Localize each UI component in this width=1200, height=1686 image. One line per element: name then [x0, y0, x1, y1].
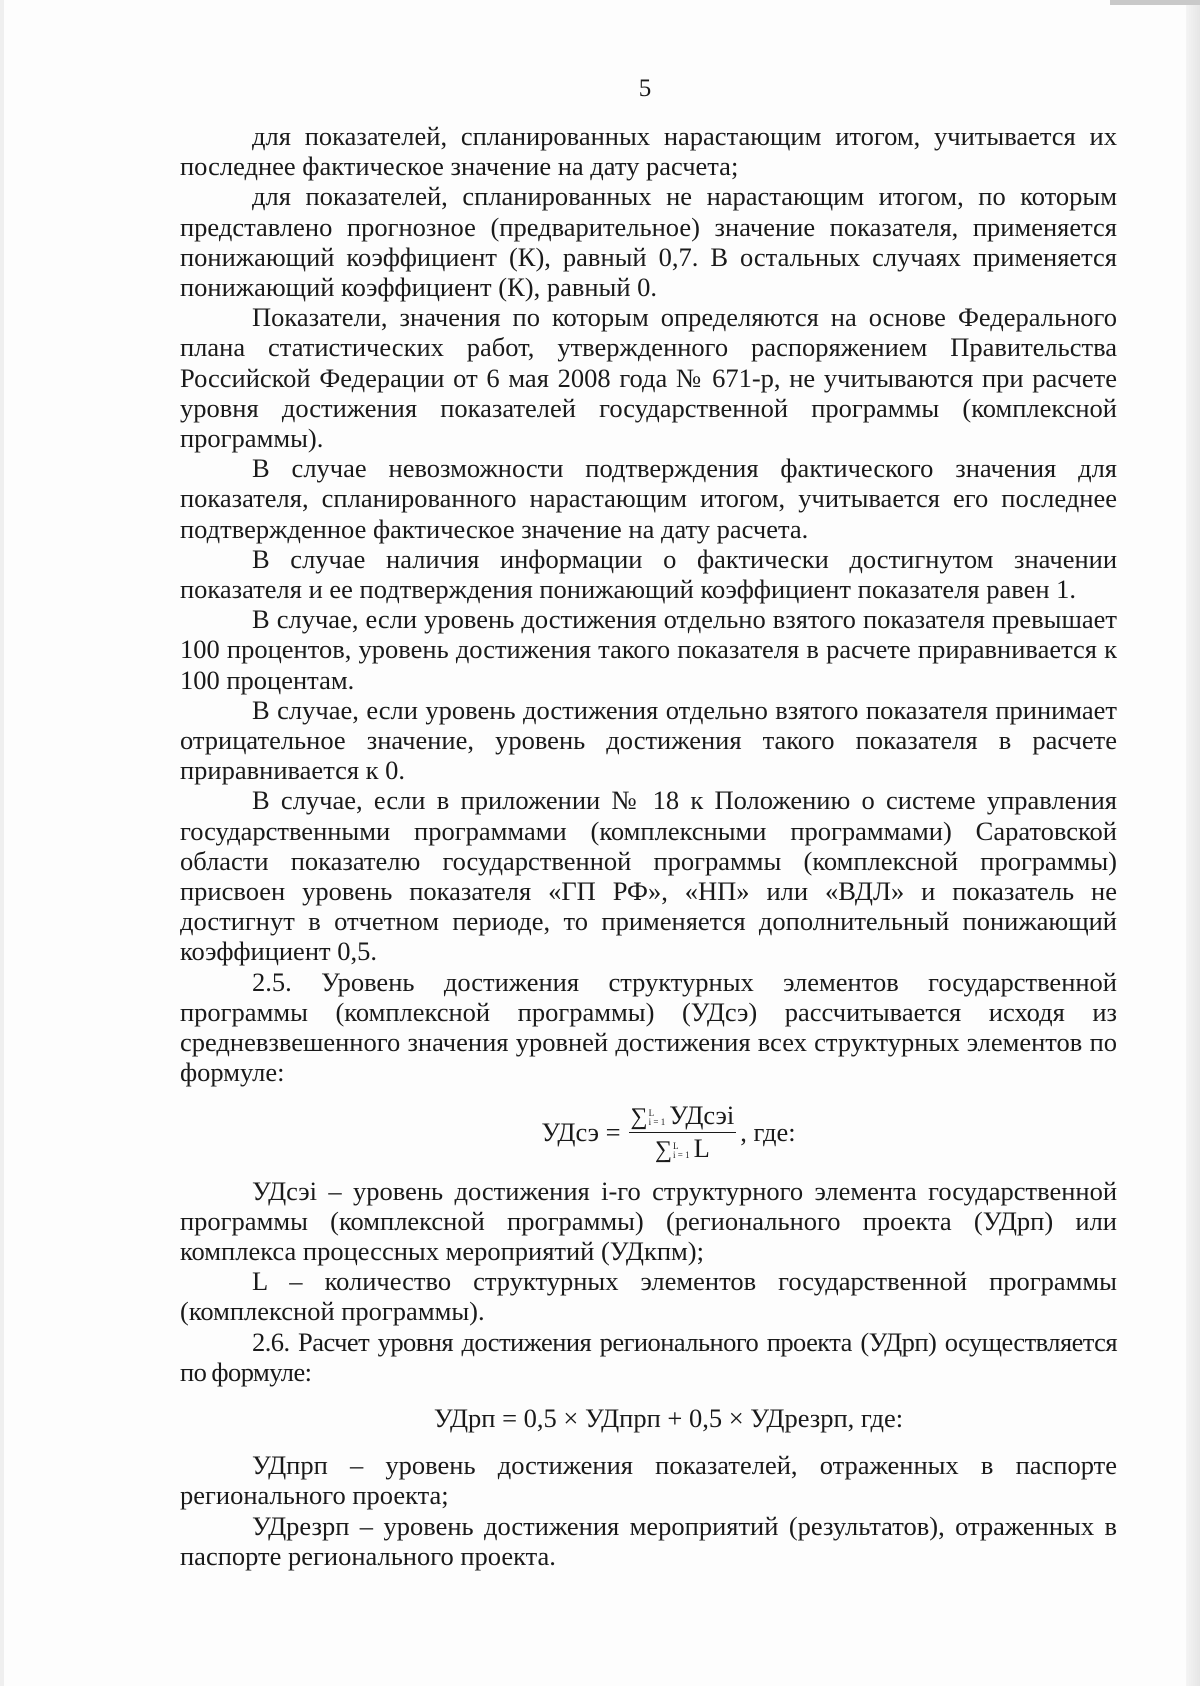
paragraph-udsei-definition: УДсэi – уровень достижения i-го структурного элемента государственной программы (комплексной программы) (регионального проекта (УДрп) или комплекса процессных мероприятий (УДкпм); — [180, 1175, 1117, 1266]
paragraph-l-definition: L – количество структурных элементов государственной программы (комплексной программы). — [180, 1266, 1117, 1327]
sum-limits-numerator — [649, 1109, 666, 1127]
numerator-term: УДсэi — [669, 1100, 735, 1130]
sum-lower-limit: i = 1 — [648, 1116, 666, 1127]
denominator-term: L — [693, 1133, 710, 1163]
formula-udse — [180, 1100, 1117, 1166]
paragraph-exceeds-100: В случае, если уровень достижения отдельно взятого показателя превышает 100 процентов, уровень достижения такого показателя в расчете приравнивается к 100 процентам. — [180, 604, 1117, 695]
formula-numerator — [629, 1101, 737, 1133]
formula-denominator — [653, 1133, 712, 1164]
paragraph-federal-statistics-plan: Показатели, значения по которым определяются на основе Федерального плана статистических работ, утвержденного распоряжением Правительства Российской Федерации от 6 мая 2008 года № 671-р, не учитываются при расчете уровня достижения показателей государственной программы (комплексной программы). — [180, 302, 1117, 454]
page-number: 5 — [638, 75, 652, 102]
scan-right-edge — [1186, 0, 1200, 1686]
scan-top-right-mark — [1110, 0, 1200, 5]
paragraph-udrezrp-definition: УДрезрп – уровень достижения мероприятий (результатов), отраженных в паспорте регионального проекта. — [180, 1510, 1117, 1571]
document-body — [180, 121, 1117, 1571]
scan-left-edge — [0, 0, 4, 1686]
sum-upper-limit: L — [648, 1107, 655, 1118]
sum-symbol-denominator: ∑ — [654, 1137, 673, 1163]
sum-lower-limit: i = 1 — [673, 1149, 690, 1160]
paragraph-udprp-definition: УДпрп – уровень достижения показателей, отраженных в паспорте регионального проекта; — [180, 1450, 1117, 1511]
paragraph-additional-coefficient: В случае, если в приложении № 18 к Положению о системе управления государственными программами (комплексными программами) Саратовской области показателю государственной программы (комплексной программы) присвоен уровень показателя «ГП РФ», «НП» или «ВДЛ» и показатель не достигнут в отчетном периоде, то применяется дополнительный понижающий коэффициент 0,5. — [180, 785, 1117, 967]
paragraph-unconfirmed-value: В случае невозможности подтверждения фактического значения для показателя, спланированного нарастающим итогом, учитывается его последнее подтвержденное фактическое значение на дату расчета. — [180, 453, 1117, 544]
paragraph-non-cumulative-indicators: для показателей, спланированных не нарастающим итогом, по которым представлено прогнозное (предварительное) значение показателя, применяется понижающий коэффициент (К), равный 0,7. В остальных случаях применяется понижающий коэффициент (К), равный 0. — [180, 181, 1117, 303]
formula-suffix: , где: — [740, 1117, 796, 1148]
formula-udrp: УДрп = 0,5 × УДпрп + 0,5 × УДрезрп, где: — [433, 1402, 904, 1433]
sum-upper-limit: L — [673, 1140, 679, 1151]
paragraph-cumulative-indicators: для показателей, спланированных нарастающим итогом, учитывается их последнее фактическое значение на дату расчета; — [180, 121, 1117, 182]
formula-lhs: УДсэ = — [541, 1117, 621, 1148]
paragraph-confirmed-value: В случае наличия информации о фактически достигнутом значении показателя и ее подтверждения понижающий коэффициент показателя равен 1. — [180, 543, 1117, 605]
paragraph-negative-value: В случае, если уровень достижения отдельно взятого показателя принимает отрицательное значение, уровень достижения такого показателя в расчете приравнивается к 0. — [180, 694, 1117, 786]
paragraph-2-6: 2.6. Расчет уровня достижения регионального проекта (УДрп) осуществляется по формуле: — [180, 1326, 1117, 1387]
sum-symbol-numerator: ∑ — [630, 1104, 648, 1130]
sum-limits-denominator — [673, 1142, 690, 1160]
paragraph-2-5: 2.5. Уровень достижения структурных элементов государственной программы (комплексной программы) (УДсэ) рассчитывается исходя из средневзвешенного значения уровней достижения всех структурных элементов по формуле: — [180, 966, 1117, 1088]
formula-fraction — [629, 1101, 737, 1164]
